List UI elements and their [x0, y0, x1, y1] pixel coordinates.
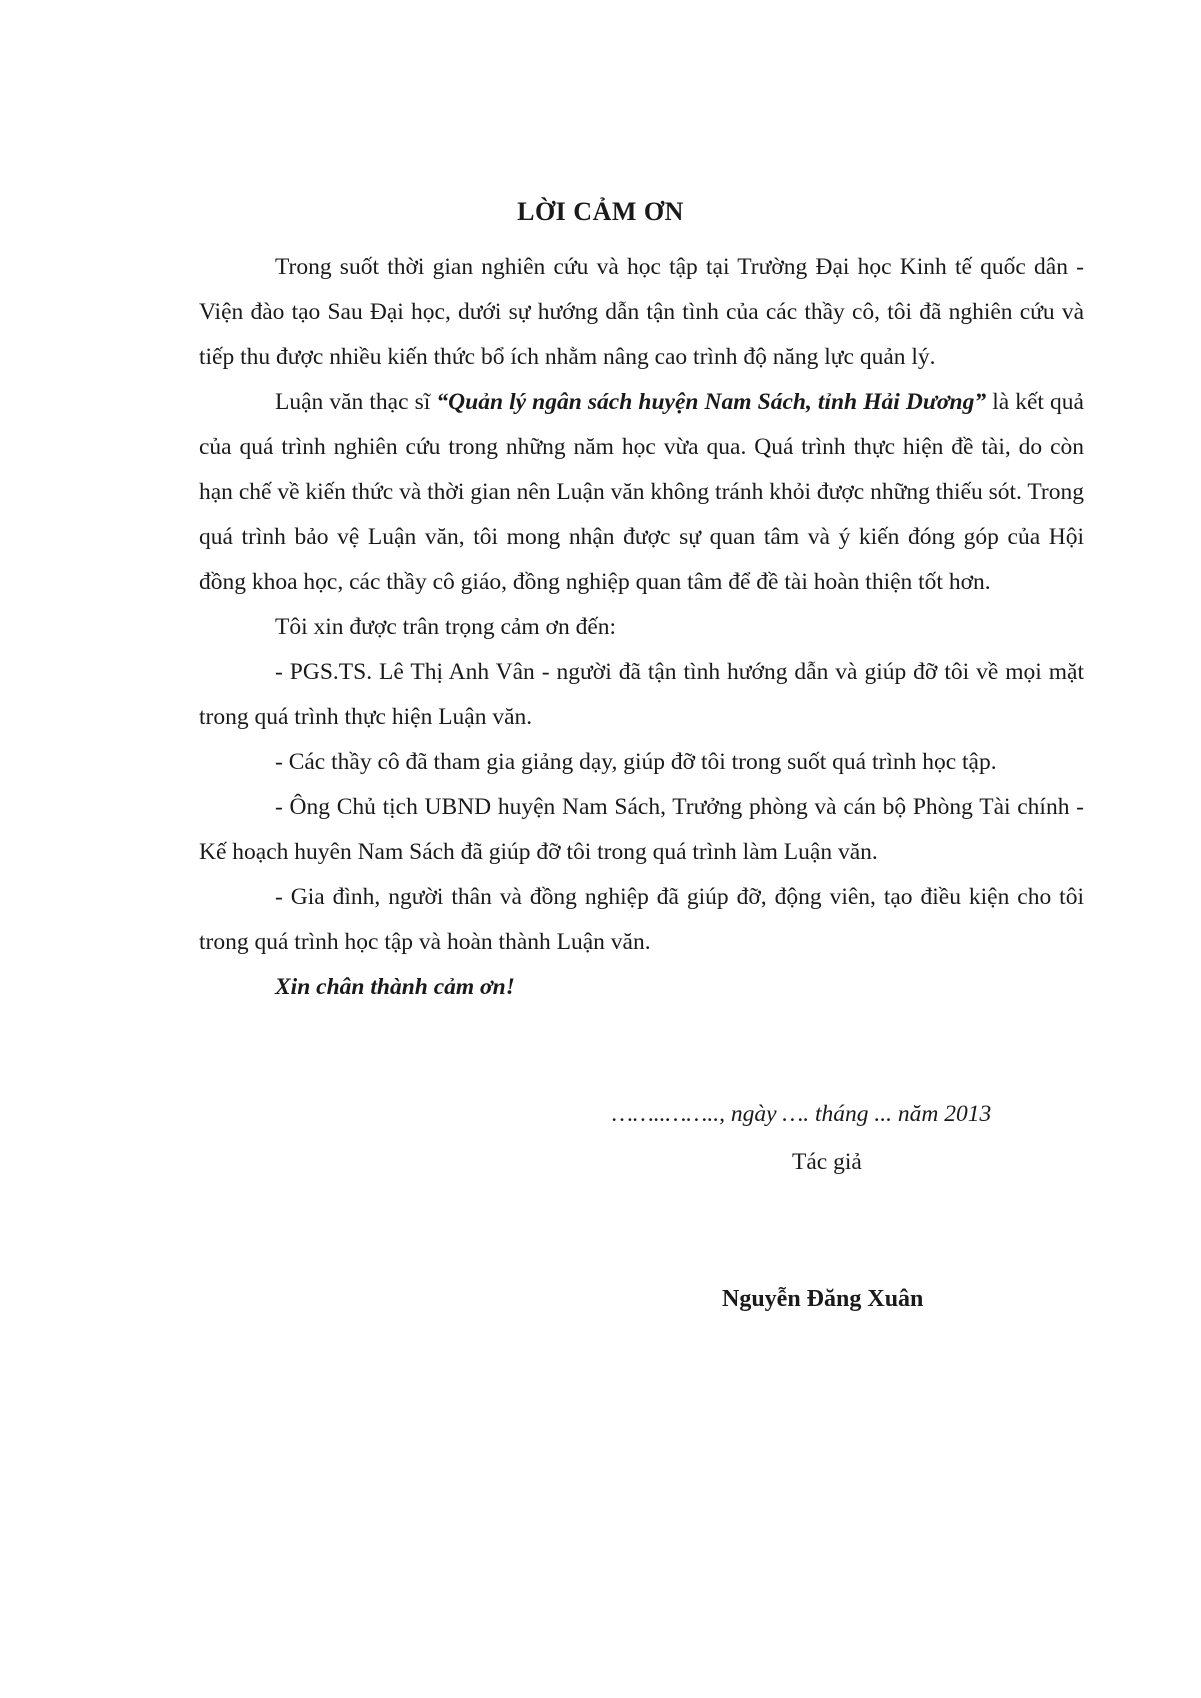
author-role: Tác giả: [792, 1149, 862, 1175]
paragraph-thanks-officials: - Ông Chủ tịch UBND huyện Nam Sách, Trưởng phòng và cán bộ Phòng Tài chính - Kế hoạch huyên Nam Sách đã giúp đỡ tôi trong quá trình làm Luận văn.: [199, 794, 1084, 865]
paragraph-thanks-intro: Tôi xin được trân trọng cảm ơn đến:: [275, 614, 617, 640]
paragraph-thesis: [199, 380, 1084, 605]
author-name: Nguyễn Đăng Xuân: [722, 1286, 924, 1312]
page-title: LỜI CẢM ƠN: [517, 197, 684, 226]
thesis-intro-text: Luận văn thạc sĩ: [275, 389, 437, 415]
paragraph-thanks-family: - Gia đình, người thân và đồng nghiệp đã giúp đỡ, động viên, tạo điều kiện cho tôi trong quá trình học tập và hoàn thành Luận văn.: [199, 884, 1084, 955]
paragraph-intro: Trong suốt thời gian nghiên cứu và học tập tại Trường Đại học Kinh tế quốc dân - Viện đào tạo Sau Đại học, dưới sự hướng dẫn tận tình của các thầy cô, tôi đã nghiên cứu và tiếp thu được nhiều kiến thức bổ ích nhằm nâng cao trình độ năng lực quản lý.: [199, 254, 1084, 370]
thesis-rest-text: là kết quả của quá trình nghiên cứu trong những năm học vừa qua. Quá trình thực hiện đề tài, do còn hạn chế về kiến thức và thời gian nên Luận văn không tránh khỏi được những thiếu sót. Trong quá trình bảo vệ Luận văn, tôi mong nhận được sự quan tâm và ý kiến đóng góp của Hội đồng khoa học, các thầy cô giáo, đồng nghiệp quan tâm để đề tài hoàn thiện tốt hơn.: [199, 389, 1084, 595]
acknowledgement-body: [199, 245, 1084, 1010]
thesis-title: “Quản lý ngân sách huyện Nam Sách, tỉnh Hải Dương”: [436, 389, 987, 415]
closing-line: Xin chân thành cảm ơn!: [275, 974, 515, 1000]
paragraph-thanks-advisor: - PGS.TS. Lê Thị Anh Vân - người đã tận tình hướng dẫn và giúp đỡ tôi về mọi mặt trong quá trình thực hiện Luận văn.: [199, 659, 1084, 730]
paragraph-thanks-teachers: - Các thầy cô đã tham gia giảng dạy, giúp đỡ tôi trong suốt quá trình học tập.: [275, 749, 997, 775]
date-line: ……..…….., ngày …. tháng ... năm 2013: [612, 1101, 992, 1127]
